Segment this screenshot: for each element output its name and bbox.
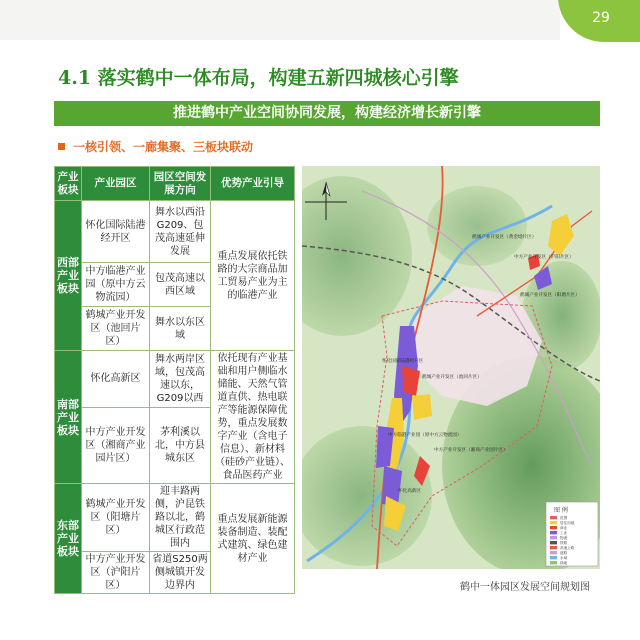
legend-swatch [550, 521, 557, 524]
table-row [55, 201, 295, 263]
header-direction: 园区空间发展方向 [150, 167, 211, 201]
park-direction: 迎丰路两侧，沪昆铁路以北，鹤城区行政范围内 [150, 484, 211, 552]
label-lingang: 中方临港产业园（原中方云物流园） [388, 433, 462, 438]
region-south: 南部产业板块 [55, 351, 82, 484]
industry-guide-east: 重点发展新能源装备制造、装配式建筑、绿色建材产业 [211, 484, 295, 594]
residential-zone [412, 394, 432, 420]
park-direction: 包茂高速以西区域 [150, 263, 211, 307]
legend-swatch [550, 526, 557, 529]
legend-swatch [550, 516, 557, 519]
label-chihui: 鹤城产业开发区（池回片区） [422, 375, 482, 380]
planning-map-svg [302, 166, 600, 569]
table-row [55, 351, 295, 408]
planning-map [302, 166, 600, 569]
header-bar [0, 0, 560, 40]
legend-swatch [550, 536, 557, 539]
legend-swatch [550, 551, 557, 554]
park-name: 中方产业开发区（沪阳片区） [82, 552, 150, 594]
header-plate: 产业板块 [55, 167, 82, 201]
legend-item-label: 道路 [560, 551, 568, 556]
park-name: 鹤城产业开发区（池回片区） [82, 307, 150, 351]
label-zhongfang-north: 中方产业开发区（沪阳片区） [514, 255, 574, 260]
legend-swatch [550, 561, 557, 564]
table-row [55, 484, 295, 552]
legend-swatch [550, 556, 557, 559]
legend-item-label: 水域 [560, 556, 568, 561]
section-heading: 4.1 落实鹤中一体布局，构建五新四城核心引擎 [58, 67, 459, 89]
label-xiangshang: 中方产业开发区（湘商产业园片区） [434, 448, 508, 453]
park-direction: 舞水两岸区域，包茂高速以东，G209以西 [150, 351, 211, 408]
map-caption: 鹤中一体园区发展空间规划图 [460, 582, 590, 593]
legend-item-label: 居住用地 [560, 521, 575, 526]
legend-item-label: 铁路 [560, 541, 568, 546]
region-east: 东部产业板块 [55, 484, 82, 594]
region-west: 西部产业板块 [55, 201, 82, 351]
park-direction: 舞水以东区域 [150, 307, 211, 351]
label-gaoxin: 怀化高新区 [398, 489, 421, 494]
industry-plate-table [54, 166, 295, 594]
label-huangjin: 鹤城产业开发区（黄金坳片区） [472, 235, 537, 240]
legend-item-label: 物流 [560, 536, 568, 541]
park-direction: 省道S250两侧城镇开发边界内 [150, 552, 211, 594]
label-luogang: 怀化国际陆港经开区 [382, 359, 424, 364]
page-number-badge: 29 [558, 0, 640, 42]
park-direction: 茅利溪以北，中方县城东区 [150, 407, 211, 483]
orange-square-icon [58, 143, 65, 150]
park-name: 怀化国际陆港经开区 [82, 201, 150, 263]
park-name: 鹤城产业开发区（阳塘片区） [82, 484, 150, 552]
header-park: 产业园区 [82, 167, 150, 201]
industry-guide-west: 重点发展依托铁路的大宗商品加工贸易产业为主的临港产业 [211, 201, 295, 351]
banner-title: 推进鹤中产业空间协同发展，构建经济增长新引擎 [54, 101, 600, 126]
legend-item-label: 绿地 [560, 561, 568, 566]
park-name: 中方临港产业园（原中方云物流园） [82, 263, 150, 307]
table-header-row [55, 167, 295, 201]
subheading [58, 138, 253, 155]
header-guide: 优势产业引导 [211, 167, 295, 201]
legend-item-label: 工业 [560, 531, 568, 536]
park-name: 中方产业开发区（湘商产业园片区） [82, 407, 150, 483]
legend-item-label: 范围 [560, 516, 568, 521]
legend-item-label: 高速公路 [560, 546, 575, 551]
legend-swatch [550, 531, 557, 534]
legend-title: 图 例 [554, 507, 568, 514]
industry-guide-south: 依托现有产业基础和用户侧临水储能、天然气管道直供、热电联产等能源保障优势，重点发展数字产业（含电子信息）、新材料（硅砂产业链）、食品医药产业 [211, 351, 295, 484]
subheading-text: 一核引领、一廊集聚、三板块联动 [73, 140, 254, 154]
park-name: 怀化高新区 [82, 351, 150, 408]
label-yangtang: 鹤城产业开发区（阳塘片区） [520, 293, 580, 298]
park-direction: 舞水以西沿G209、包茂高速延伸发展 [150, 201, 211, 263]
legend-swatch [550, 541, 557, 544]
legend-item-label: 商业 [560, 526, 568, 531]
legend-swatch [550, 546, 557, 549]
